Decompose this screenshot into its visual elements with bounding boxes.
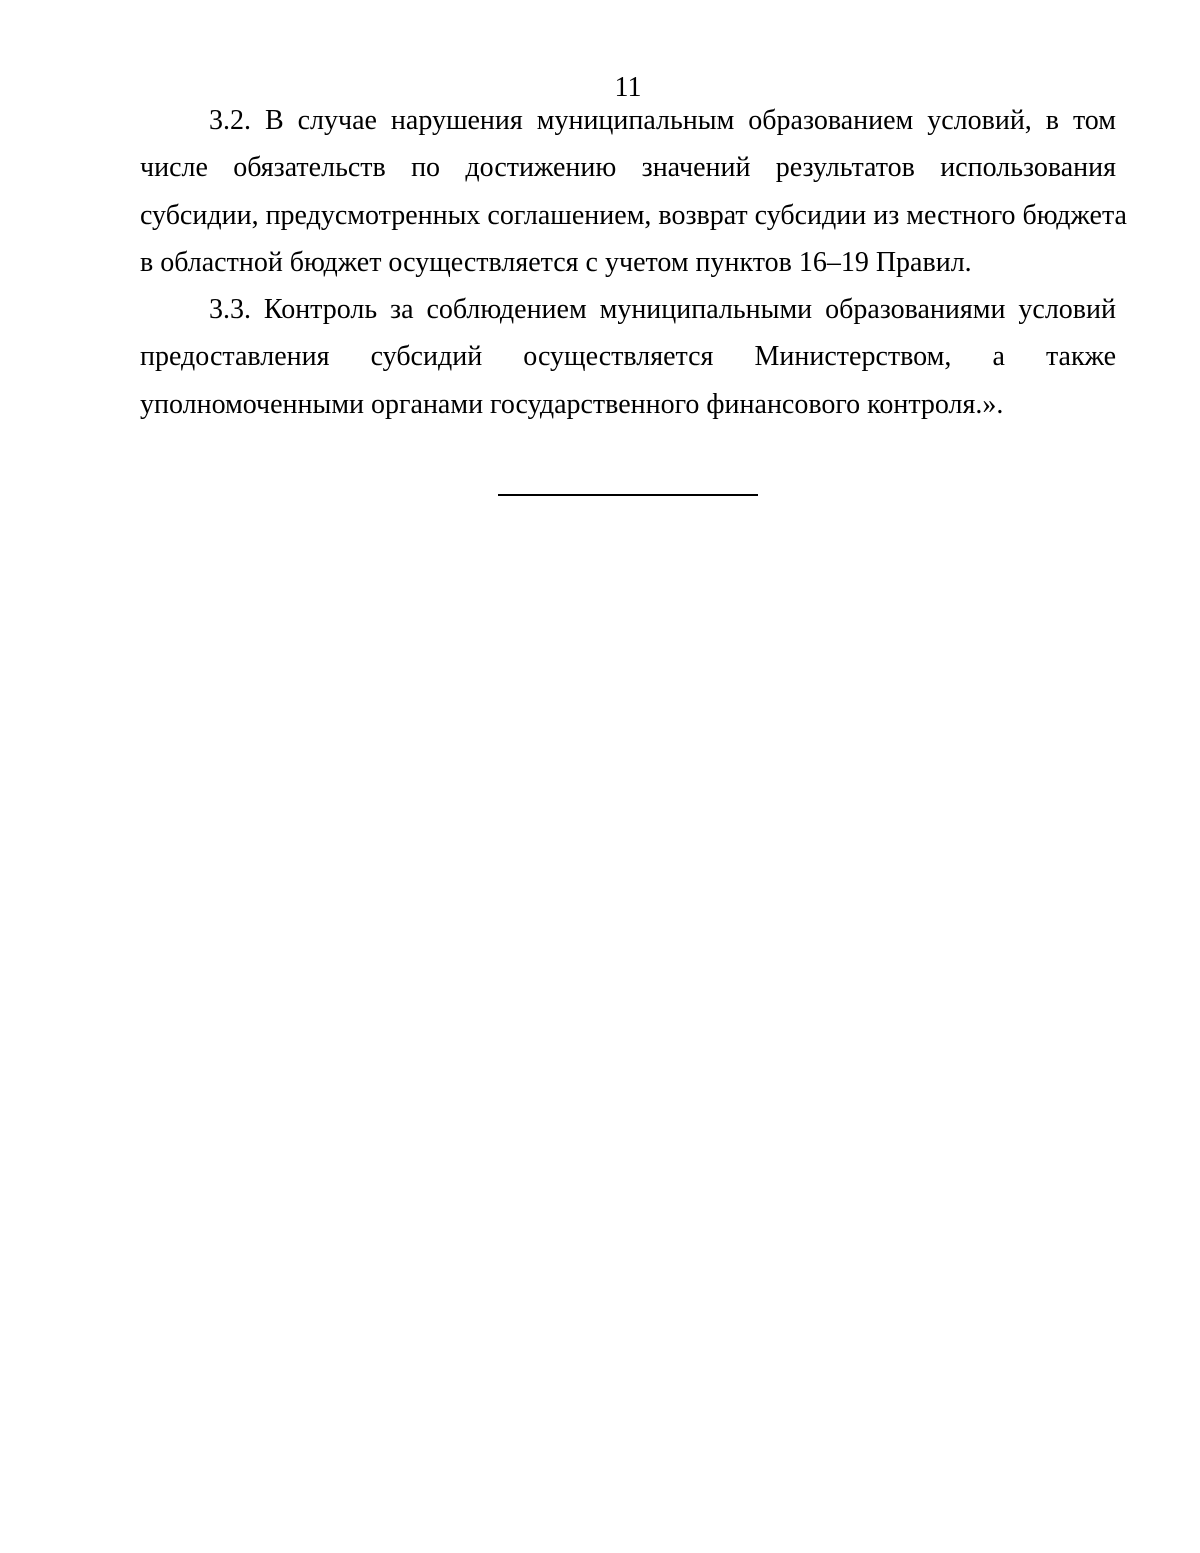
paragraph-line: 3.2. В случае нарушения муниципальным образованием условий, в том (209, 105, 1116, 136)
paragraph-line: 3.3. Контроль за соблюдением муниципальными образованиями условий (209, 294, 1116, 326)
paragraph-3-3 (140, 286, 1116, 428)
end-separator-line (498, 494, 758, 496)
paragraph-line: субсидии, предусмотренных соглашением, возврат субсидии из местного бюджета (140, 199, 1127, 231)
paragraph-line: уполномоченными органами государственного финансового контроля.». (140, 388, 1004, 420)
document-body (140, 97, 1127, 428)
paragraph-line: предоставления субсидий осуществляется Министерством, а также (140, 341, 1116, 373)
paragraph-line: в областной бюджет осуществляется с учетом пунктов 16–19 Правил. (140, 246, 972, 278)
paragraph-3-2 (140, 97, 1127, 286)
paragraph-line: числе обязательств по достижению значений результатов использования (140, 152, 1116, 184)
page-number: 11 (614, 72, 642, 103)
